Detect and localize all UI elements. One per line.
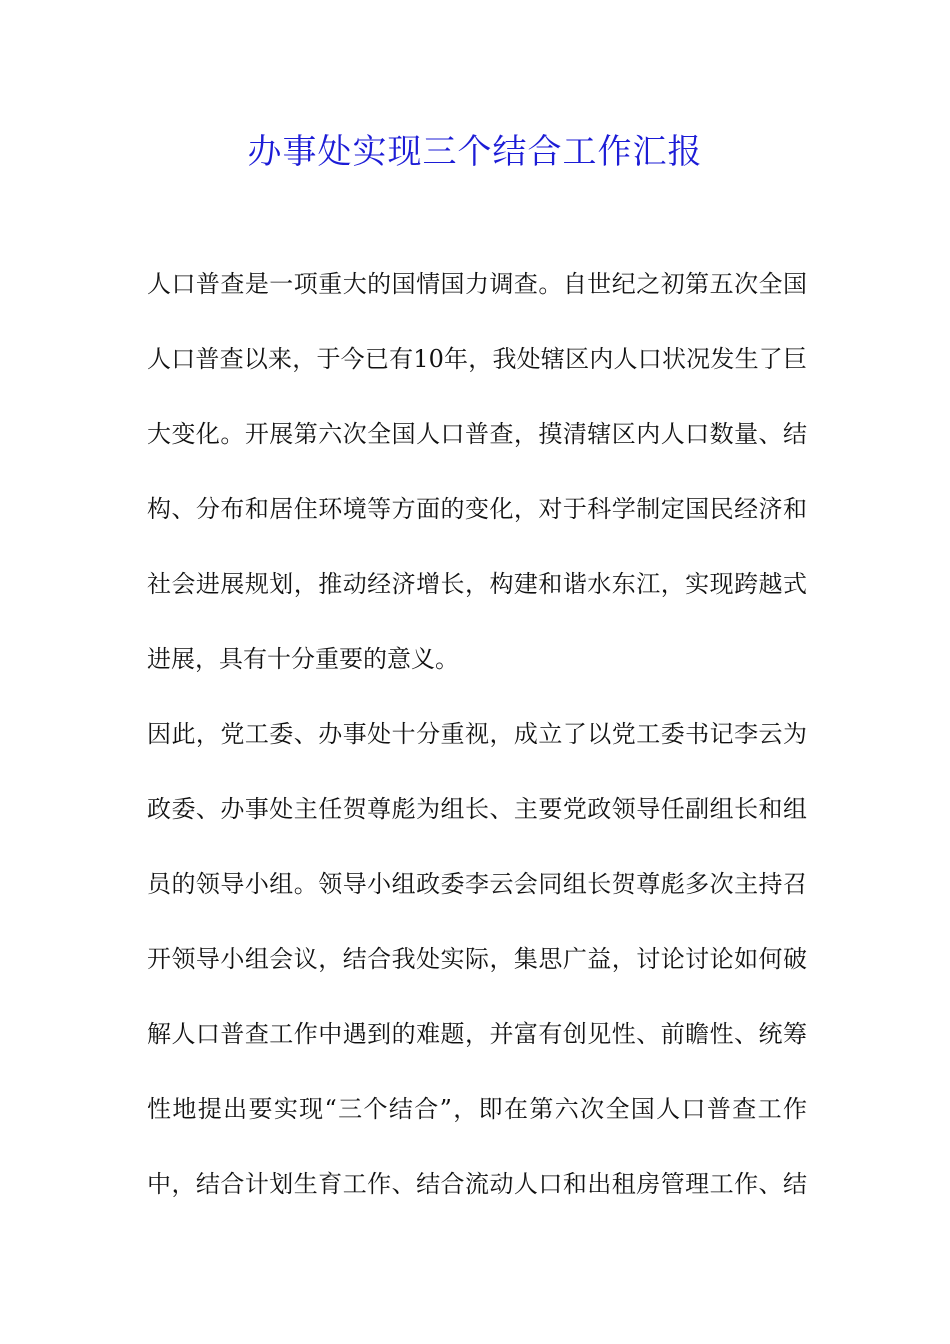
paragraph-line: 因此，党工委、办事处十分重视，成立了以党工委书记李云为: [147, 720, 807, 748]
paragraph-line: 大变化。开展第六次全国人口普查，摸清辖区内人口数量、结: [147, 420, 807, 448]
paragraph-line: 人口普查是一项重大的国情国力调查。自世纪之初第五次全国: [147, 270, 807, 298]
paragraph-line: 社会进展规划，推动经济增长，构建和谐水东江，实现跨越式: [147, 570, 807, 598]
paragraph-line: 开领导小组会议，结合我处实际，集思广益，讨论讨论如何破: [147, 945, 807, 973]
document-body: [147, 262, 807, 1237]
paragraph-line: 人口普查以来，于今已有10年，我处辖区内人口状况发生了巨: [147, 345, 807, 373]
paragraph-line: 进展，具有十分重要的意义。: [147, 645, 459, 673]
paragraph-line: 性地提出要实现“三个结合”，即在第六次全国人口普查工作: [147, 1095, 807, 1123]
paragraph-line: 政委、办事处主任贺尊彪为组长、主要党政领导任副组长和组: [147, 795, 807, 823]
paragraph-2: [147, 712, 807, 1237]
paragraph-line: 中，结合计划生育工作、结合流动人口和出租房管理工作、结: [147, 1170, 807, 1198]
paragraph-line: 解人口普查工作中遇到的难题，并富有创见性、前瞻性、统筹: [147, 1020, 807, 1048]
paragraph-1: [147, 262, 807, 712]
paragraph-line: 员的领导小组。领导小组政委李云会同组长贺尊彪多次主持召: [147, 870, 807, 898]
paragraph-line: 构、分布和居住环境等方面的变化，对于科学制定国民经济和: [147, 495, 807, 523]
document-title: 办事处实现三个结合工作汇报: [247, 132, 703, 172]
